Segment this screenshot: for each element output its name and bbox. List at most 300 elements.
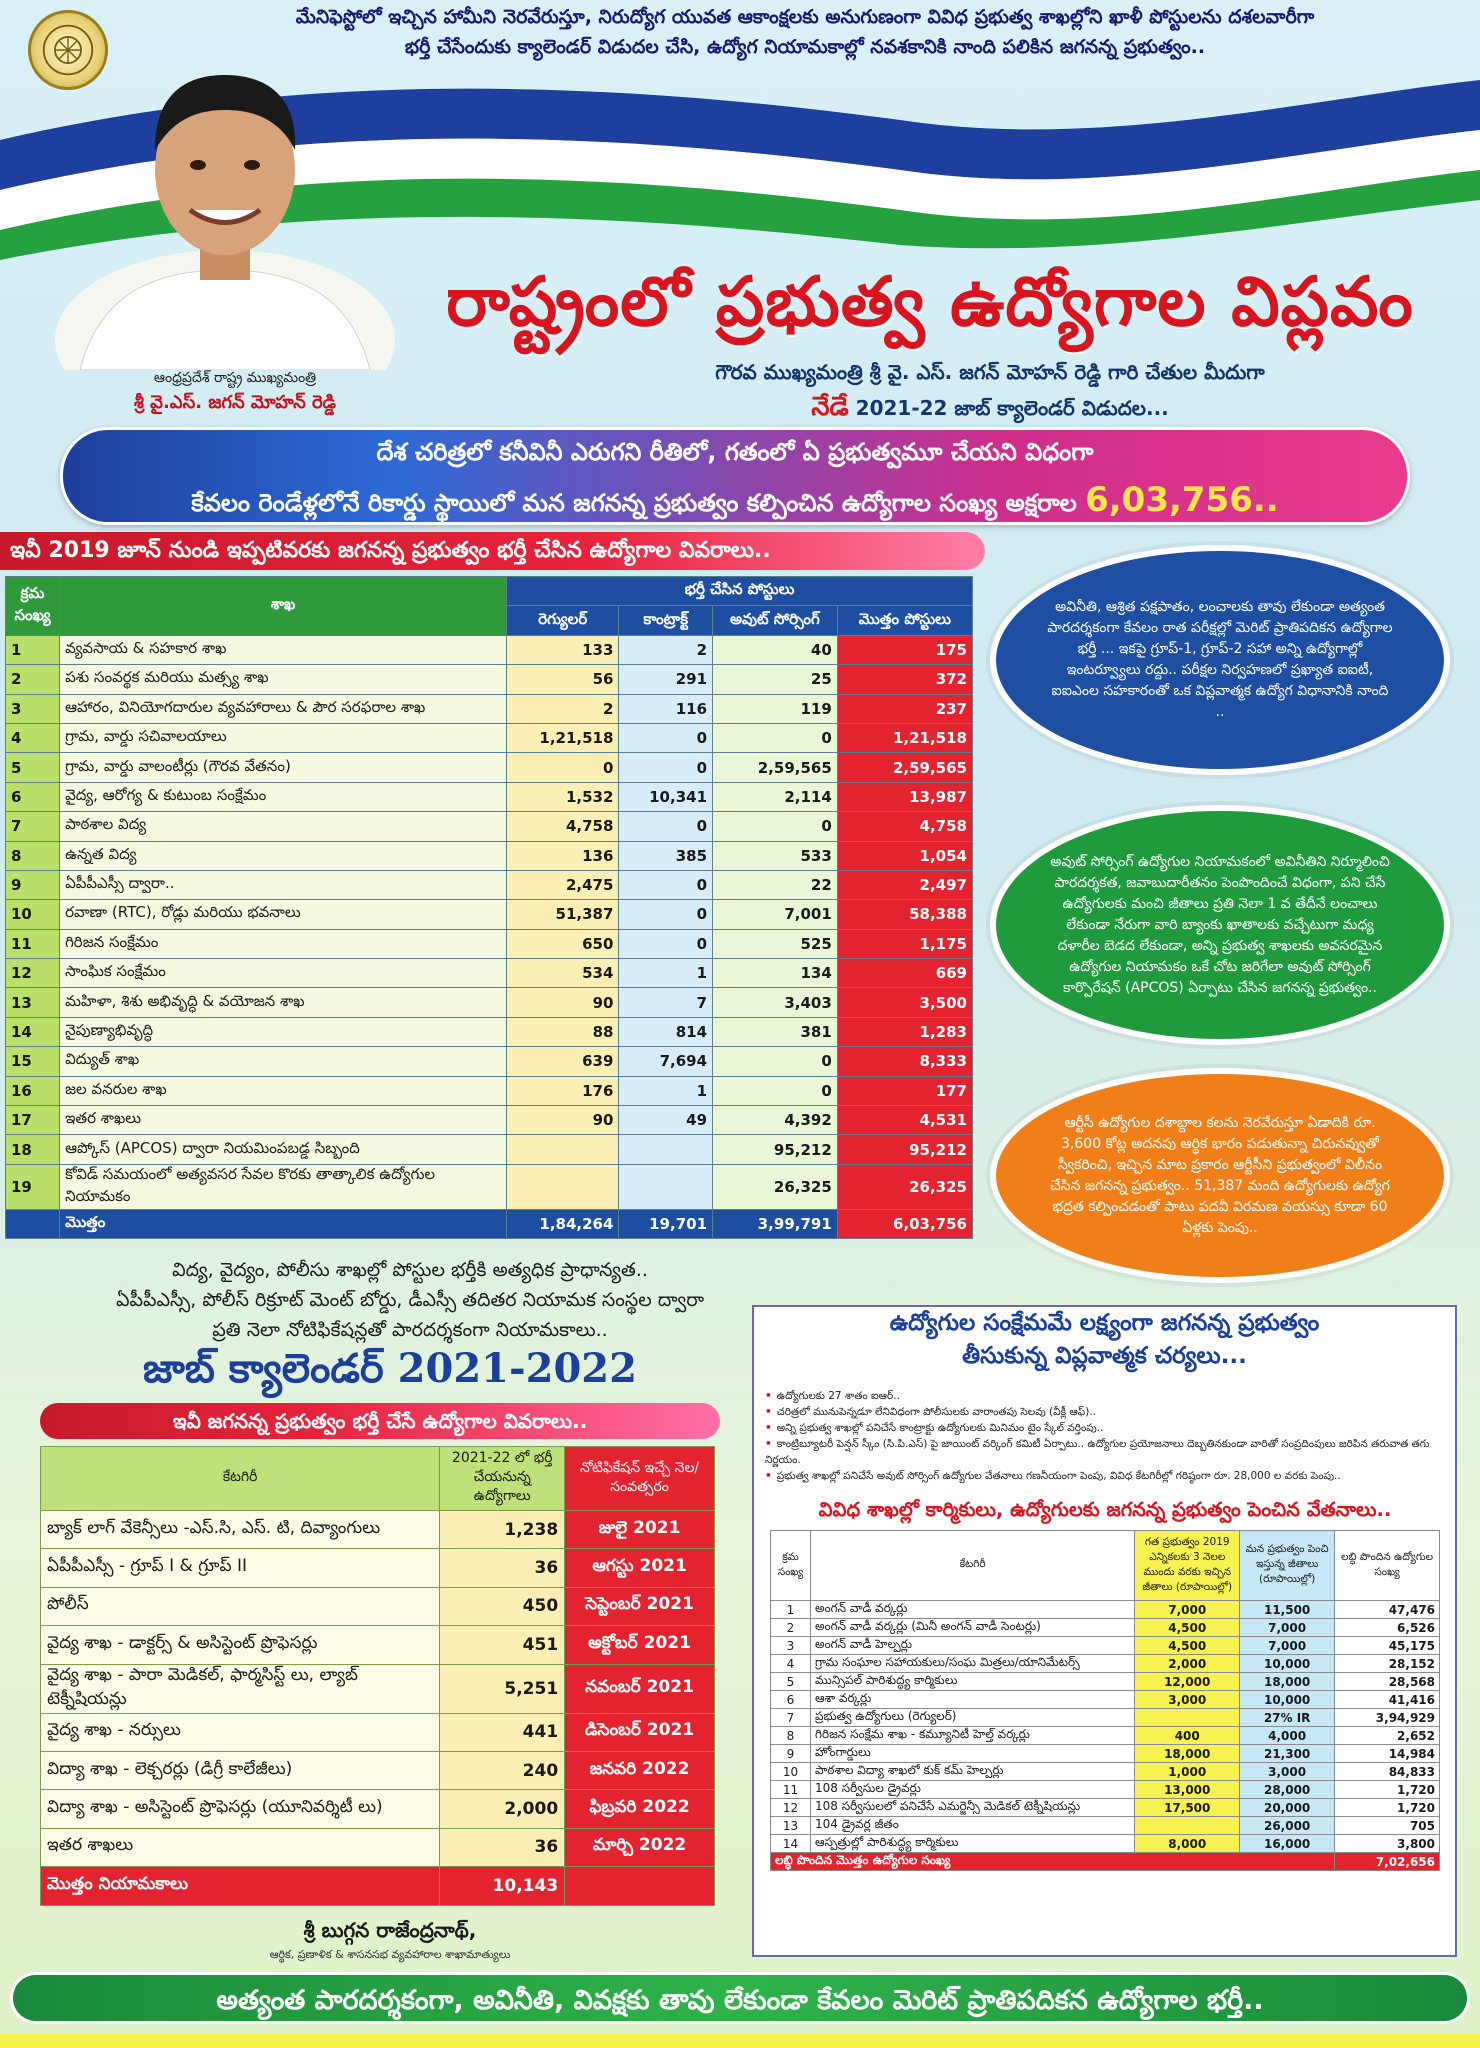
- table-row: [6, 1076, 973, 1105]
- table-row: [6, 841, 973, 870]
- cell-beneficiaries: 705: [1335, 1817, 1440, 1835]
- cell-total: 1,175: [837, 929, 972, 958]
- cell-outsourcing: 119: [713, 694, 838, 723]
- priority-line-3: ప్రతి నెలా నోటిఫికేషన్లతో పారదర్శకంగా నియామకాలు..: [212, 1319, 608, 1341]
- cell-category: ప్రభుత్వ ఉద్యోగులు (రెగ్యులర్): [810, 1709, 1134, 1727]
- table-row: [771, 1781, 1440, 1799]
- cell-total: 1,21,518: [837, 723, 972, 752]
- cell-current-salary: 20,000: [1240, 1799, 1335, 1817]
- cell-regular: 176: [507, 1076, 619, 1105]
- cell-contract: 0: [619, 900, 713, 929]
- rtc-merger-oval: [990, 1068, 1450, 1283]
- cell-department: పశు సంవర్థక మరియు మత్స్య శాఖ: [60, 665, 507, 694]
- cell-vacancies: 441: [440, 1713, 565, 1751]
- cell-beneficiaries: 45,175: [1335, 1637, 1440, 1655]
- cell-serial: 10: [6, 900, 60, 929]
- cell-category: బ్యాక్ లాగ్ వేకెన్సీలు -ఎస్.సి, ఎస్. టి, దివ్యాంగులు: [41, 1511, 440, 1549]
- table-row: [6, 1047, 973, 1076]
- cell-serial: 11: [6, 929, 60, 958]
- cell-current-salary: 10,000: [1240, 1691, 1335, 1709]
- recruitment-table-title: ఇవీ 2019 జూన్ నుండి ఇప్పటివరకు జగనన్న ప్రభుత్వం భర్తీ చేసిన ఉద్యోగాల వివరాలు..: [0, 532, 985, 570]
- cell-serial: 12: [6, 959, 60, 988]
- cell-regular: 88: [507, 1017, 619, 1046]
- th-total-posts: మొత్తం పోస్టులు: [837, 606, 972, 635]
- cell-outsourcing: 3,99,791: [713, 1209, 838, 1238]
- cell-serial: 9: [771, 1745, 811, 1763]
- th-serial: క్రమ సంఖ్య: [771, 1531, 811, 1601]
- cell-outsourcing: 134: [713, 959, 838, 988]
- cell-total: 669: [837, 959, 972, 988]
- cell-outsourcing: 4,392: [713, 1106, 838, 1135]
- cell-previous-salary: 8,000: [1135, 1835, 1240, 1853]
- cell-previous-salary: 13,000: [1135, 1781, 1240, 1799]
- cell-current-salary: 4,000: [1240, 1727, 1335, 1745]
- cell-current-salary: 28,000: [1240, 1781, 1335, 1799]
- cell-vacancies: 1,238: [440, 1511, 565, 1549]
- job-calendar-table: [40, 1446, 715, 1906]
- table-row: [41, 1713, 715, 1751]
- cell-regular: 90: [507, 1106, 619, 1135]
- cell-current-salary: 16,000: [1240, 1835, 1335, 1853]
- th-category: కేటగిరీ: [810, 1531, 1134, 1601]
- cell-department: వ్యవసాయ & సహకార శాఖ: [60, 635, 507, 664]
- cell-serial: 14: [771, 1835, 811, 1853]
- cell-regular: 1,532: [507, 782, 619, 811]
- cell-previous-salary: 7,000: [1135, 1601, 1240, 1619]
- cell-serial: 4: [6, 723, 60, 752]
- table-row: [771, 1619, 1440, 1637]
- cell-regular: 1,21,518: [507, 723, 619, 752]
- banner-total-figure: 6,03,756..: [1085, 480, 1279, 520]
- cell-beneficiaries: 1,720: [1335, 1799, 1440, 1817]
- cell-total: 1,054: [837, 841, 972, 870]
- cell-regular: 650: [507, 929, 619, 958]
- cell-outsourcing: 95,212: [713, 1135, 838, 1164]
- table-row: [6, 694, 973, 723]
- cell-department: కోవిడ్ సమయంలో అత్యవసర సేవల కొరకు తాత్కాలిక ఉద్యోగుల నియామకం: [60, 1164, 507, 1209]
- total-row: [41, 1867, 715, 1905]
- table-row: [771, 1745, 1440, 1763]
- oval-2-text: అవుట్ సోర్సింగ్ ఉద్యోగుల నియామకంలో అవినీతిని నిర్మూలించి పారదర్శకత, జవాబుదారీతనం పెంపొందించే విధంగా, పని చేసే ఉద్యోగులకు మంచి జీతాలు ప్రతి నెలా 1 వ తేదీనే లంచాలు లేకుండా నేరుగా వారి బ్యాంకు ఖాతాలకు వచ్చేటుగా మధ్య దళారీల బెడద లేకుండా, అన్ని ప్రభుత్వ శాఖలకు అవసరమైన ఉద్యోగుల నియామకం ఒకే చోట జరిగేలా అవుట్ సోర్సింగ్ కార్పొరేషన్ (APCOS) ఏర్పాటు చేసిన జగనన్న ప్రభుత్వం..: [1050, 853, 1390, 996]
- cell-contract: [619, 1164, 713, 1209]
- cell-total: 2,497: [837, 870, 972, 899]
- cell-department: రవాణా (RTC), రోడ్లు మరియు భవనాలు: [60, 900, 507, 929]
- cell-total: 237: [837, 694, 972, 723]
- cell-previous-salary: 4,500: [1135, 1619, 1240, 1637]
- cell-serial: 7: [771, 1709, 811, 1727]
- recruitment-table: [5, 576, 973, 1239]
- cell-serial: 2: [6, 665, 60, 694]
- cell-contract: 0: [619, 870, 713, 899]
- cell-department: గ్రామ, వార్డు వాలంటీర్లు (గౌరవ వేతనం): [60, 753, 507, 782]
- cell-serial: 3: [771, 1637, 811, 1655]
- welfare-bullet: • ప్రభుత్వ శాఖల్లో పనిచేసే అవుట్ సోర్సింగ్ ఉద్యోగుల వేతనాలు గణనీయంగా పెంపు, వివిధ కేటగిరీల్లో గరిష్ఠంగా రూ. 28,000 ల వరకు పెంపు..: [765, 1468, 1445, 1484]
- cell-department: ఆప్కోస్ (APCOS) ద్వారా నియమింపబడ్డ సిబ్బంది: [60, 1135, 507, 1164]
- cell-category: విద్యా శాఖ - అసిస్టెంట్ ప్రొఫెసర్లు (యూనివర్శిటీ లు): [41, 1790, 440, 1828]
- welfare-title-1: ఉద్యోగుల సంక్షేమమే లక్ష్యంగా జగనన్న ప్రభుత్వం: [889, 1310, 1320, 1336]
- table-row: [771, 1691, 1440, 1709]
- cell-contract: 385: [619, 841, 713, 870]
- table-row: [771, 1673, 1440, 1691]
- oval-3-text: ఆర్టీసీ ఉద్యోగుల దశాబ్దాల కలను నెరవేరుస్తూ ఏడాదికి రూ. 3,600 కోట్ల అదనపు ఆర్థిక భారం పడుతున్నా చిరునవ్వుతో స్వీకరించి, ఇచ్చిన మాట ప్రకారం ఆర్టీసీని ప్రభుత్వంలో విలీనం చేసిన జగనన్న ప్రభుత్వం.. 51,387 మంది ఉద్యోగులకు ఉద్యోగ భద్రత కల్పించడంతో పాటు పదవీ విరమణ వయస్సు కూడా 60 ఏళ్లకు పెంపు..: [1050, 1114, 1390, 1236]
- cell-outsourcing: 26,325: [713, 1164, 838, 1209]
- cell-serial: 14: [6, 1017, 60, 1046]
- cell-regular: 639: [507, 1047, 619, 1076]
- footer-banner: అత్యంత పారదర్శకంగా, అవినీతి, వివక్షకు తావు లేకుండా కేవలం మెరిట్ ప్రాతిపదికన ఉద్యోగాల భర్తీ..: [10, 1972, 1470, 2024]
- cell-serial: 15: [6, 1047, 60, 1076]
- signer-name: శ్రీ బుగ్గన రాజేంద్రనాథ్,: [303, 1918, 477, 1942]
- cell-outsourcing: 0: [713, 1047, 838, 1076]
- total-label: లబ్ధి పొందిన మొత్తం ఉద్యోగుల సంఖ్య: [771, 1853, 1335, 1871]
- cell-outsourcing: 0: [713, 723, 838, 752]
- th-department: శాఖ: [60, 577, 507, 636]
- cell-serial: 3: [6, 694, 60, 723]
- welfare-title-2: తీసుకున్న విప్లవాత్మక చర్యలు...: [962, 1343, 1247, 1369]
- cell-previous-salary: [1135, 1709, 1240, 1727]
- cell-month: జనవరి 2022: [565, 1751, 715, 1789]
- cell-outsourcing: 381: [713, 1017, 838, 1046]
- cell-category: వైద్య శాఖ - పారా మెడికల్, ఫార్మసిస్ట్ లు, ల్యాబ్ టెక్నీషియన్లు: [41, 1664, 440, 1713]
- cell-previous-salary: [1135, 1817, 1240, 1835]
- table-row: [41, 1587, 715, 1625]
- cell-department: పాఠశాల విద్య: [60, 812, 507, 841]
- cell-vacancies: 451: [440, 1626, 565, 1664]
- cell-department: వైద్య, ఆరోగ్య & కుటుంబ సంక్షేమం: [60, 782, 507, 811]
- cell-outsourcing: 22: [713, 870, 838, 899]
- table-row: [6, 870, 973, 899]
- table-row: [6, 723, 973, 752]
- cell-category: గ్రామ సంఘాల సహాయకులు/సంఘ మిత్రలు/యానిమేటర్స్: [810, 1655, 1134, 1673]
- cell-regular: 51,387: [507, 900, 619, 929]
- cell-category: వైద్య శాఖ - నర్సులు: [41, 1713, 440, 1751]
- cell-department: విద్యుత్ శాఖ: [60, 1047, 507, 1076]
- cell-total: 26,325: [837, 1164, 972, 1209]
- salary-table: [770, 1530, 1440, 1871]
- th-current-salary: మన ప్రభుత్వం పెంచి ఇస్తున్న జీతాలు (రూపాయిల్లో): [1240, 1531, 1335, 1601]
- cell-total: 2,59,565: [837, 753, 972, 782]
- cm-portrait: [40, 40, 410, 370]
- th-serial: క్రమ సంఖ్య: [6, 577, 60, 636]
- cell-current-salary: 26,000: [1240, 1817, 1335, 1835]
- cell-beneficiaries: 28,152: [1335, 1655, 1440, 1673]
- table-row: [771, 1709, 1440, 1727]
- cell-previous-salary: 12,000: [1135, 1673, 1240, 1691]
- cell-serial: 4: [771, 1655, 811, 1673]
- total-empty: [565, 1867, 715, 1905]
- cell-outsourcing: 25: [713, 665, 838, 694]
- top-line-2: భర్తీ చేసేందుకు క్యాలెండర్ విడుదల చేసి, ఉద్యోగ నియామకాల్లో నవశకానికి నాంది పలికిన జగనన్న ప్రభుత్వం..: [404, 36, 1206, 58]
- cell-vacancies: 36: [440, 1549, 565, 1587]
- cell-previous-salary: 17,500: [1135, 1799, 1240, 1817]
- cell-serial: 9: [6, 870, 60, 899]
- cell-total: 1,283: [837, 1017, 972, 1046]
- cell-beneficiaries: 6,526: [1335, 1619, 1440, 1637]
- top-line-1: మేనిఫెస్టోలో ఇచ్చిన హామీని నెరవేరుస్తూ, నిరుద్యోగ యువత ఆకాంక్షలకు అనుగుణంగా వివిధ ప్రభుత్వ శాఖల్లోని ఖాళీ పోస్టులను దశలవారీగా: [295, 6, 1315, 28]
- cell-current-salary: 10,000: [1240, 1655, 1335, 1673]
- cell-regular: 90: [507, 988, 619, 1017]
- th-posts-filled: భర్తీ చేసిన పోస్టులు: [507, 577, 973, 606]
- cell-total: 6,03,756: [837, 1209, 972, 1238]
- cell-regular: 0: [507, 753, 619, 782]
- table-row: [6, 1106, 973, 1135]
- cell-department: మొత్తం: [60, 1209, 507, 1238]
- table-row: [6, 1164, 973, 1209]
- subheadline-2: [560, 392, 1420, 428]
- cell-beneficiaries: 1,720: [1335, 1781, 1440, 1799]
- table-row: [771, 1727, 1440, 1745]
- cell-serial: 1: [771, 1601, 811, 1619]
- cell-month: ఫిబ్రవరి 2022: [565, 1790, 715, 1828]
- cell-month: జులై 2021: [565, 1511, 715, 1549]
- cell-serial: 8: [6, 841, 60, 870]
- cell-month: అక్టోబర్ 2021: [565, 1626, 715, 1664]
- table-row: [41, 1790, 715, 1828]
- welfare-bullet: • అన్ని ప్రభుత్వ శాఖల్లో పనిచేసే కాంట్రాక్టు ఉద్యోగులకు మినిమం టైం స్కేల్ వర్తింపు..: [765, 1420, 1445, 1436]
- cell-total: 13,987: [837, 782, 972, 811]
- table-row: [6, 812, 973, 841]
- table-row: [771, 1637, 1440, 1655]
- cell-current-salary: 18,000: [1240, 1673, 1335, 1691]
- cell-department: నైపుణ్యాభివృద్ధి: [60, 1017, 507, 1046]
- cell-department: సాంఘిక సంక్షేమం: [60, 959, 507, 988]
- cell-category: ఆస్పత్రుల్లో పారిశుద్ధ్య కార్మికులు: [810, 1835, 1134, 1853]
- cell-previous-salary: 400: [1135, 1727, 1240, 1745]
- cell-contract: 19,701: [619, 1209, 713, 1238]
- cell-outsourcing: 3,403: [713, 988, 838, 1017]
- table-row: [6, 900, 973, 929]
- subheadline-today: నేడే: [811, 392, 849, 422]
- cell-current-salary: 7,000: [1240, 1619, 1335, 1637]
- cell-total: 4,531: [837, 1106, 972, 1135]
- table-row: [41, 1664, 715, 1713]
- cell-beneficiaries: 28,568: [1335, 1673, 1440, 1691]
- banner-line-2: [63, 472, 1407, 523]
- jobs-banner: [60, 427, 1410, 525]
- cell-category: ఏపీపీఎస్సీ - గ్రూప్ I & గ్రూప్ II: [41, 1549, 440, 1587]
- cell-department: ఉన్నత విద్య: [60, 841, 507, 870]
- cell-month: సెప్టెంబర్ 2021: [565, 1587, 715, 1625]
- cell-total: 177: [837, 1076, 972, 1105]
- table-row: [41, 1511, 715, 1549]
- cell-beneficiaries: 47,476: [1335, 1601, 1440, 1619]
- cell-regular: 136: [507, 841, 619, 870]
- bottom-strip: [0, 2034, 1480, 2048]
- cell-vacancies: 2,000: [440, 1790, 565, 1828]
- cell-category: అంగన్ వాడీ హెల్పర్లు: [810, 1637, 1134, 1655]
- cell-serial: 13: [771, 1817, 811, 1835]
- cell-category: మున్సిపల్ పారిశుద్ధ్య కార్మికులు: [810, 1673, 1134, 1691]
- cell-regular: 56: [507, 665, 619, 694]
- cell-department: జల వనరుల శాఖ: [60, 1076, 507, 1105]
- total-label: మొత్తం నియామకాలు: [41, 1867, 440, 1905]
- cell-serial: 11: [771, 1781, 811, 1799]
- headline: రాష్ట్రంలో ప్రభుత్వ ఉద్యోగాల విప్లవం: [446, 262, 1414, 342]
- cell-contract: 291: [619, 665, 713, 694]
- subheadline-1: గౌరవ ముఖ్యమంత్రి శ్రీ వై. ఎస్. జగన్ మోహన్ రెడ్డి గారి చేతుల మీదుగా: [715, 360, 1265, 384]
- cell-contract: 1: [619, 959, 713, 988]
- subheadline-release: 2021-22 జాబ్ క్యాలెండర్ విడుదల...: [848, 396, 1169, 420]
- cell-category: ఇతర శాఖలు: [41, 1828, 440, 1866]
- cell-previous-salary: 1,000: [1135, 1763, 1240, 1781]
- cell-regular: 2: [507, 694, 619, 723]
- cell-serial: 5: [6, 753, 60, 782]
- cell-current-salary: 7,000: [1240, 1637, 1335, 1655]
- cell-category: ఆశా వర్కర్లు: [810, 1691, 1134, 1709]
- cell-contract: 1: [619, 1076, 713, 1105]
- cell-total: 3,500: [837, 988, 972, 1017]
- cell-contract: 7: [619, 988, 713, 1017]
- cell-current-salary: 27% IR: [1240, 1709, 1335, 1727]
- cell-outsourcing: 0: [713, 812, 838, 841]
- cell-contract: 49: [619, 1106, 713, 1135]
- cell-category: అంగన్ వాడీ వర్కర్లు: [810, 1601, 1134, 1619]
- cell-outsourcing: 533: [713, 841, 838, 870]
- cell-previous-salary: 3,000: [1135, 1691, 1240, 1709]
- th-category: కేటగిరీ: [41, 1447, 440, 1511]
- th-regular: రెగ్యులర్: [507, 606, 619, 635]
- cell-contract: 0: [619, 753, 713, 782]
- total-row: [6, 1209, 973, 1238]
- welfare-bullet: • కాంట్రిబ్యూటరీ పెన్షన్ స్కీం (సి.పి.ఎస్) పై జాయింట్ వర్కింగ్ కమిటీ ఏర్పాటు.. ఉద్యోగుల ప్రయోజనాలు దెబ్బతినకుండా వారితో సంప్రదింపులు జరిపిన తరువాత తగు నిర్ణయం.: [765, 1436, 1445, 1468]
- cell-previous-salary: 18,000: [1135, 1745, 1240, 1763]
- cell-serial: 10: [771, 1763, 811, 1781]
- cell-vacancies: 240: [440, 1751, 565, 1789]
- table-row: [6, 959, 973, 988]
- cell-category: 104 డ్రైవర్ల జీతం: [810, 1817, 1134, 1835]
- cell-outsourcing: 2,59,565: [713, 753, 838, 782]
- cell-regular: 4,758: [507, 812, 619, 841]
- cell-serial: 1: [6, 635, 60, 664]
- cell-outsourcing: 525: [713, 929, 838, 958]
- cell-serial: 5: [771, 1673, 811, 1691]
- cell-regular: 2,475: [507, 870, 619, 899]
- cell-serial: 7: [6, 812, 60, 841]
- cell-regular: [507, 1135, 619, 1164]
- th-outsourcing: అవుట్ సోర్సింగ్: [713, 606, 838, 635]
- cell-outsourcing: 2,114: [713, 782, 838, 811]
- th-contract: కాంట్రాక్ట్: [619, 606, 713, 635]
- cell-department: మహిళా, శిశు అభివృద్ధి & వయోజన శాఖ: [60, 988, 507, 1017]
- cell-current-salary: 3,000: [1240, 1763, 1335, 1781]
- total-value: 7,02,656: [1335, 1853, 1440, 1871]
- cm-designation: ఆంధ్రప్రదేశ్ రాష్ట్ర ముఖ్యమంత్రి: [153, 370, 317, 386]
- cell-contract: 0: [619, 812, 713, 841]
- cell-department: గ్రామ, వార్డు సచివాలయాలు: [60, 723, 507, 752]
- cell-category: అంగన్ వాడీ వర్కర్లు (మినీ అంగన్ వాడీ సెంటర్లు): [810, 1619, 1134, 1637]
- cell-serial: 2: [771, 1619, 811, 1637]
- th-vacancies: 2021-22 లో భర్తీ చేయనున్న ఉద్యోగాలు: [440, 1447, 565, 1511]
- th-beneficiaries: లబ్ధి పొందిన ఉద్యోగుల సంఖ్య: [1335, 1531, 1440, 1601]
- table-row: [6, 665, 973, 694]
- cell-department: ఏపీపీఎస్సీ ద్వారా..: [60, 870, 507, 899]
- table-row: [771, 1655, 1440, 1673]
- cell-vacancies: 450: [440, 1587, 565, 1625]
- signer-role: ఆర్థిక, ప్రణాళిక & శాసనసభ వ్యవహారాల శాఖామాత్యులు: [269, 1948, 511, 1961]
- cell-outsourcing: 40: [713, 635, 838, 664]
- cell-serial: 8: [771, 1727, 811, 1745]
- welfare-bullet: • చరిత్రలో మునుపెన్నడూ లేనివిధంగా పోలీసులకు వారాంతపు సెలవు (వీక్లీ ఆఫ్)..: [765, 1404, 1445, 1420]
- cell-month: ఆగస్టు 2021: [565, 1549, 715, 1587]
- cell-department: ఆహారం, వినియోగదారుల వ్యవహారాలు & పౌర సరఫరాల శాఖ: [60, 694, 507, 723]
- cell-beneficiaries: 14,984: [1335, 1745, 1440, 1763]
- welfare-bullet: • ఉద్యోగులకు 27 శాతం ఐఆర్..: [765, 1388, 1445, 1404]
- cell-category: వైద్య శాఖ - డాక్టర్స్ & అసిస్టెంట్ ప్రొఫెసర్లు: [41, 1626, 440, 1664]
- cell-category: 108 సర్వీసుల డ్రైవర్లు: [810, 1781, 1134, 1799]
- cell-serial: 16: [6, 1076, 60, 1105]
- table-row: [6, 635, 973, 664]
- merit-recruitment-oval: [990, 545, 1450, 775]
- table-row: [771, 1763, 1440, 1781]
- cell-contract: [619, 1135, 713, 1164]
- cell-serial: 6: [6, 782, 60, 811]
- cell-contract: 0: [619, 929, 713, 958]
- cell-outsourcing: 0: [713, 1076, 838, 1105]
- cell-total: 8,333: [837, 1047, 972, 1076]
- job-calendar-title: జాబ్ క్యాలెండర్ 2021-2022: [143, 1345, 637, 1392]
- table-row: [6, 1135, 973, 1164]
- th-notification-month: నోటిఫికేషన్ ఇచ్చే నెల/సంవత్సరం: [565, 1447, 715, 1511]
- priority-line-1: విద్య, వైద్యం, పోలీసు శాఖల్లో పోస్టుల భర్తీకి అత్యధిక ప్రాధాన్యత..: [172, 1259, 648, 1281]
- cell-month: డిసెంబర్ 2021: [565, 1713, 715, 1751]
- th-previous-salary: గత ప్రభుత్వం 2019 ఎన్నికలకు 3 నెలల ముందు వరకు ఇచ్చిన జీతాలు (రూపాయిల్లో): [1135, 1531, 1240, 1601]
- cell-category: హోంగార్డులు: [810, 1745, 1134, 1763]
- cell-vacancies: 5,251: [440, 1664, 565, 1713]
- cell-contract: 116: [619, 694, 713, 723]
- table-row: [6, 1017, 973, 1046]
- table-row: [41, 1751, 715, 1789]
- cell-category: పాఠశాల విద్యా శాఖలో కుక్ కమ్ హెల్పర్లు: [810, 1763, 1134, 1781]
- cell-regular: 133: [507, 635, 619, 664]
- priority-text: [60, 1255, 760, 1345]
- cell-beneficiaries: 41,416: [1335, 1691, 1440, 1709]
- cell-serial: [6, 1209, 60, 1238]
- cell-total: 95,212: [837, 1135, 972, 1164]
- table-row: [6, 753, 973, 782]
- salary-table-title: వివిధ శాఖల్లో కార్మికులు, ఉద్యోగులకు జగనన్న ప్రభుత్వం పెంచిన వేతనాలు..: [818, 1498, 1392, 1521]
- cell-department: గిరిజన సంక్షేమం: [60, 929, 507, 958]
- cell-total: 175: [837, 635, 972, 664]
- cell-regular: 1,84,264: [507, 1209, 619, 1238]
- cell-beneficiaries: 3,94,929: [1335, 1709, 1440, 1727]
- cell-total: 372: [837, 665, 972, 694]
- table-row: [41, 1626, 715, 1664]
- table-row: [41, 1549, 715, 1587]
- cell-vacancies: 36: [440, 1828, 565, 1866]
- banner-line-1: దేశ చరిత్రలో కనీవినీ ఎరుగని రీతిలో, గతంలో ఏ ప్రభుత్వమూ చేయని విధంగా: [376, 438, 1094, 466]
- total-row: [771, 1853, 1440, 1871]
- cell-regular: [507, 1164, 619, 1209]
- cell-contract: 0: [619, 723, 713, 752]
- cell-previous-salary: 4,500: [1135, 1637, 1240, 1655]
- welfare-bullets: [765, 1388, 1445, 1484]
- cell-contract: 7,694: [619, 1047, 713, 1076]
- cell-beneficiaries: 84,833: [1335, 1763, 1440, 1781]
- cell-contract: 814: [619, 1017, 713, 1046]
- banner-line-2-text: కేవలం రెండేళ్లలోనే రికార్డు స్థాయిలో మన జగనన్న ప్రభుత్వం కల్పించిన ఉద్యోగాల సంఖ్య అక్షరాల: [191, 489, 1086, 517]
- cell-outsourcing: 7,001: [713, 900, 838, 929]
- cell-total: 4,758: [837, 812, 972, 841]
- cell-category: విద్యా శాఖ - లెక్చరర్లు (డిగ్రీ కాలేజీలు): [41, 1751, 440, 1789]
- cell-month: మార్చి 2022: [565, 1828, 715, 1866]
- cell-category: గిరిజన సంక్షేమ శాఖ - కమ్యూనిటీ హెల్త్ వర్కర్లు: [810, 1727, 1134, 1745]
- cell-department: ఇతర శాఖలు: [60, 1106, 507, 1135]
- table-row: [771, 1799, 1440, 1817]
- table-row: [6, 782, 973, 811]
- cell-serial: 18: [6, 1135, 60, 1164]
- cell-category: పోలీస్: [41, 1587, 440, 1625]
- cell-serial: 19: [6, 1164, 60, 1209]
- priority-line-2: ఏపీపీఎస్సీ, పోలీస్ రిక్రూట్ మెంట్ బోర్డు, డీఎస్సీ తదితర నియామక సంస్థల ద్వారా: [115, 1289, 705, 1311]
